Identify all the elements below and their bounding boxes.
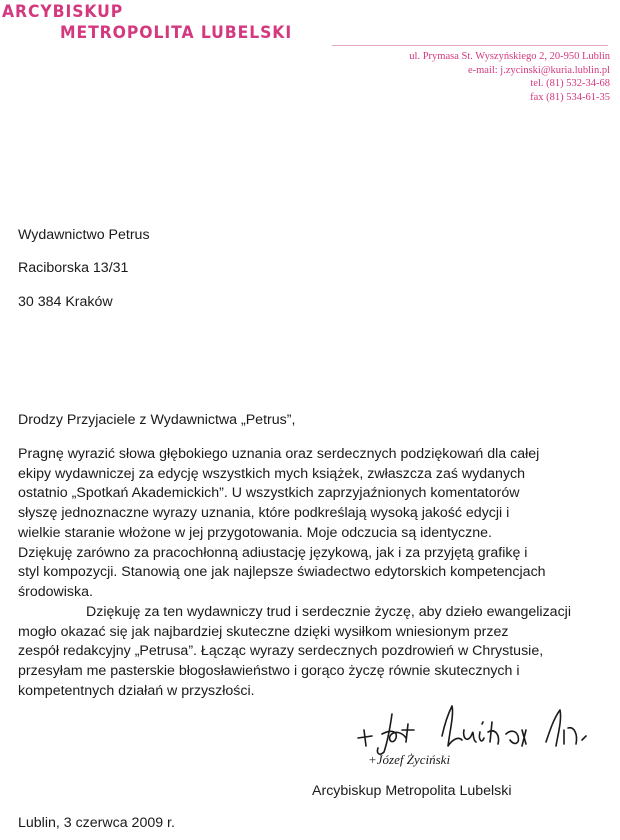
body-paragraph-1	[18, 445, 608, 603]
contact-fax: fax (81) 534-61-35	[530, 91, 610, 103]
recipient-name: Wydawnictwo Petrus	[18, 227, 150, 243]
letterhead-contact	[310, 50, 610, 104]
paragraph-line: Pragnę wyrazić słowa głębokiego uznania oraz serdecznych podziękowań dla całej	[18, 446, 540, 462]
paragraph-line: Dziękuję zarówno za pracochłonną adiustację językową, jak i za przyjętą grafikę i	[18, 544, 528, 561]
letterhead-title-line2: METROPOLITA LUBELSKI	[60, 23, 293, 43]
paragraph-line: ostatnio „Spotkań Akademickich”. U wszystkich zaprzyjaźnionych komentatorów	[18, 485, 520, 502]
paragraph-line: przesyłam me pasterskie błogosławieństwo i gorąco życzę równie skutecznych i	[18, 663, 520, 680]
salutation: Drodzy Przyjaciele z Wydawnictwa „Petrus”,	[18, 412, 296, 428]
letterhead-title-line1: ARCYBISKUP	[2, 2, 124, 22]
paragraph-line: słyszę jednoznaczne wyrazy uznania, które podkreślają wysoką jakość edycji i	[18, 505, 510, 522]
handwritten-signature	[350, 700, 610, 760]
recipient-street: Raciborska 13/31	[18, 260, 129, 276]
date-place: Lublin, 3 czerwca 2009 r.	[18, 815, 175, 831]
paragraph-line: wielkie staranie włożone w jej przygotowania. Moje odczucia są identyczne.	[18, 524, 492, 541]
paragraph-line: Dziękuję za ten wydawniczy trud i serdecznie życzę, aby dzieło ewangelizacji	[86, 604, 571, 620]
recipient-city: 30 384 Kraków	[18, 294, 113, 310]
paragraph-line: kompetentnych działań w przyszłości.	[18, 682, 255, 699]
paragraph-line: zespół redakcyjny „Petrusa”. Łącząc wyrazy serdecznych pozdrowień w Chrystusie,	[18, 643, 544, 660]
paragraph-line: styl kompozycji. Stanowią one jak najlepsze świadectwo edytorskich kompetencjach	[18, 564, 546, 581]
contact-address: ul. Prymasa St. Wyszyńskiego 2, 20-950 Lublin	[409, 51, 610, 62]
paragraph-line: mogło okazać się jak najbardziej skuteczne dzięki wysiłkom wniesionym przez	[18, 623, 509, 640]
contact-email: e-mail: j.zycinski@kuria.lublin.pl	[467, 64, 610, 76]
paragraph-line: środowiska.	[18, 583, 93, 600]
letterhead-divider	[332, 45, 608, 46]
signatory-name: +Józef Życiński	[368, 752, 451, 767]
paragraph-line: ekipy wydawniczej za edycję wszystkich mych książek, zwłaszcza zaś wydanych	[18, 465, 525, 482]
signatory-title: Arcybiskup Metropolita Lubelski	[312, 783, 512, 799]
body-paragraph-2	[18, 603, 608, 702]
contact-tel: tel. (81) 532-34-68	[530, 78, 610, 90]
